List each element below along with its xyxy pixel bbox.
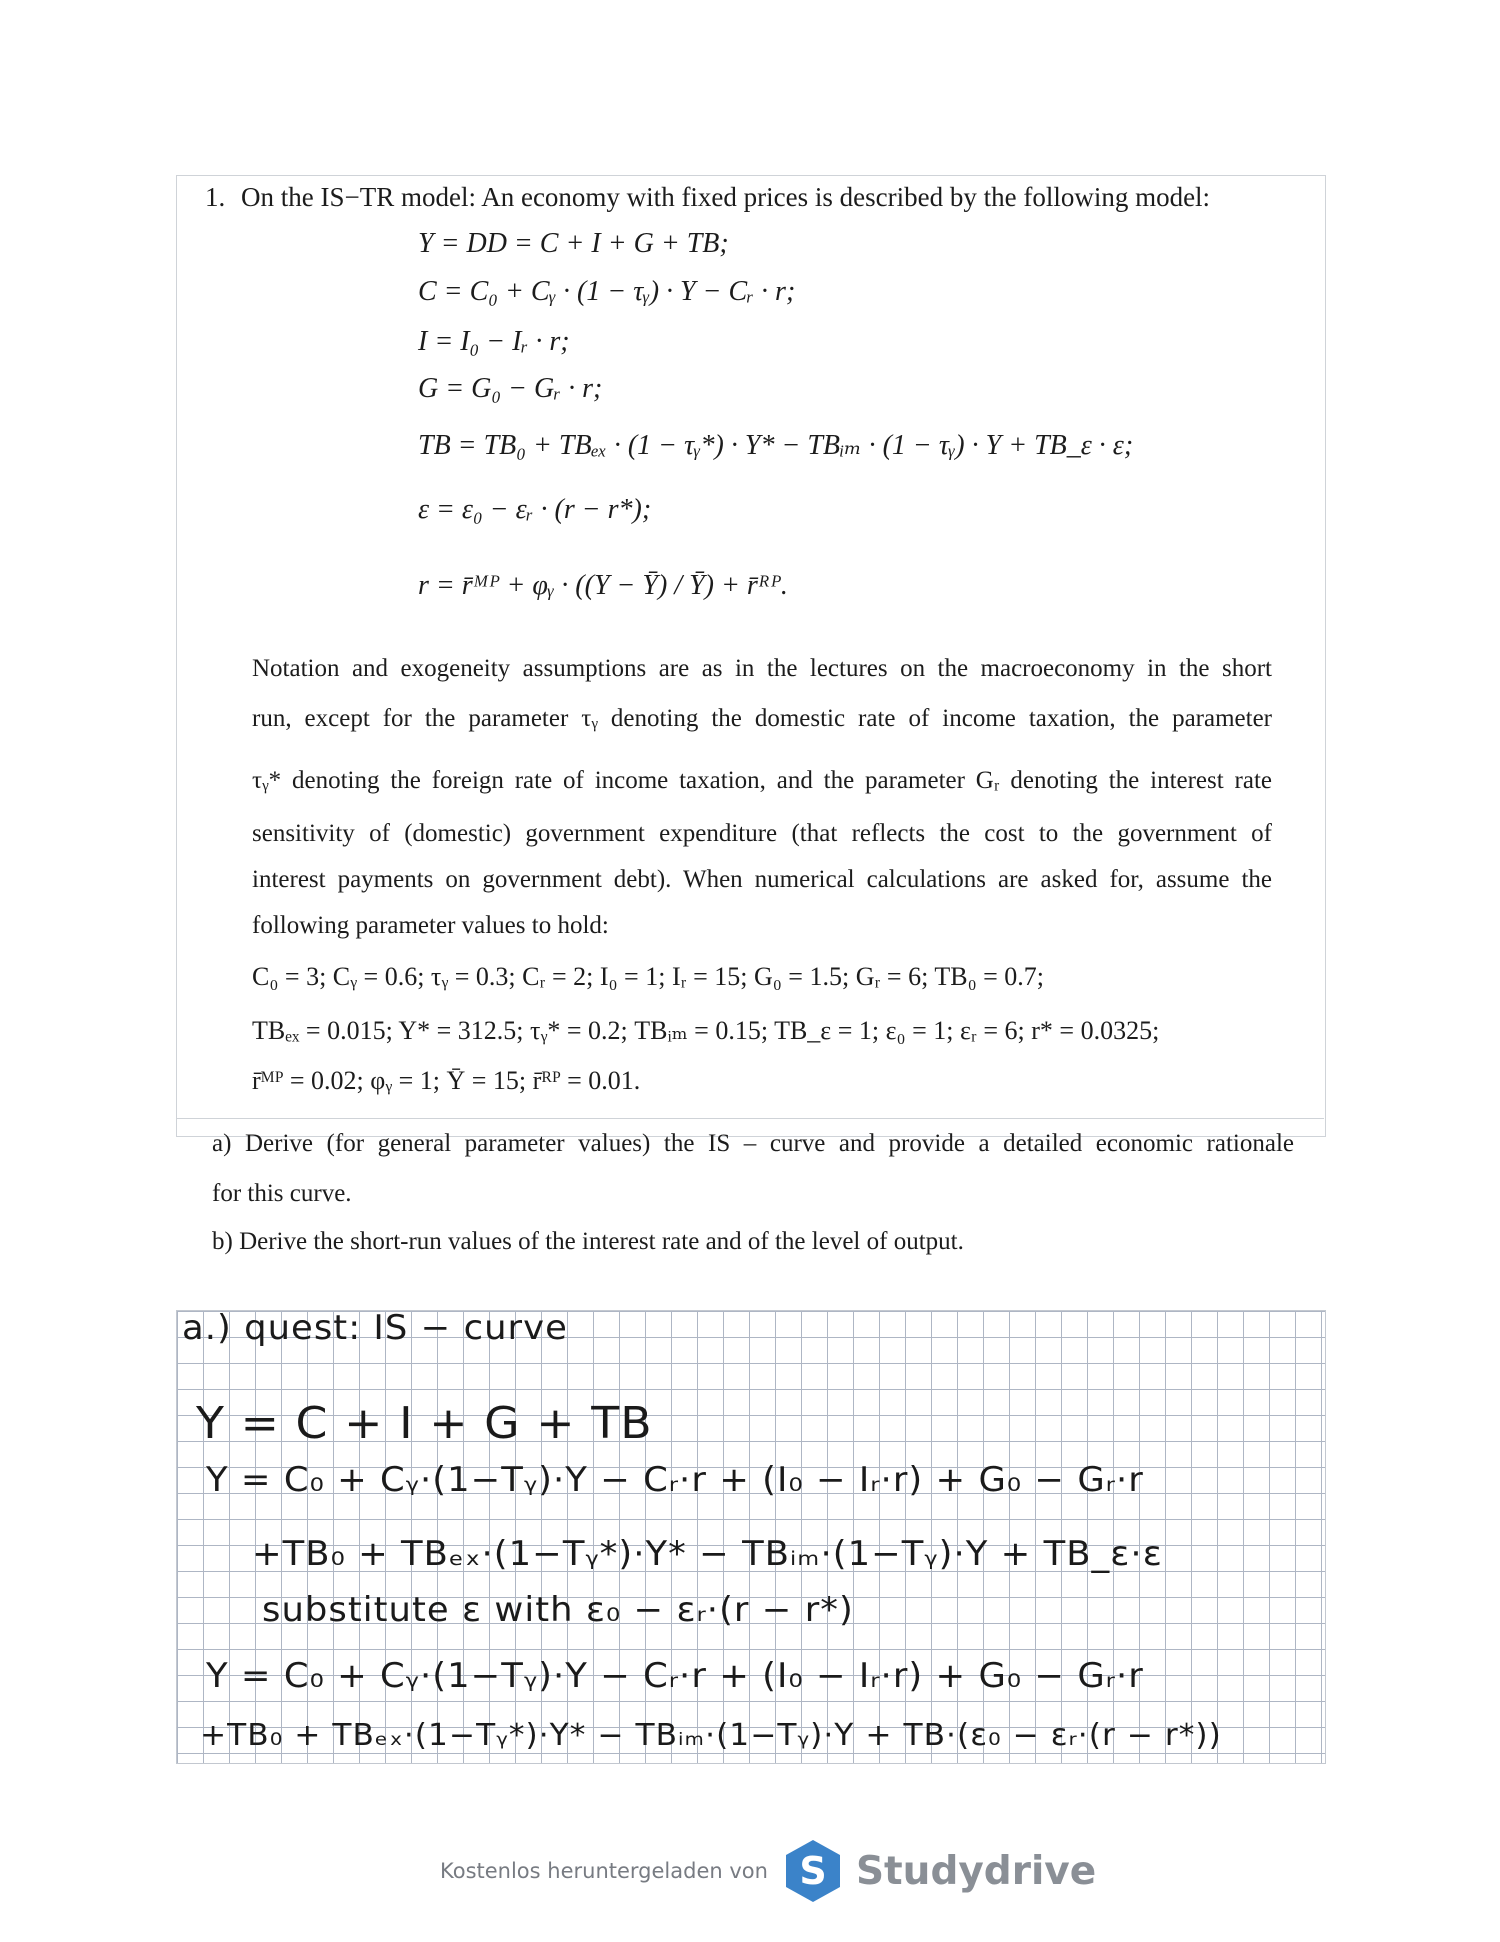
equation-investment: I = I₀ − Iᵣ · r; — [418, 326, 570, 357]
task-a: a) Derive (for general parameter values) the IS – curve and provide a detailed economic rationale — [212, 1130, 1294, 1157]
handwritten-line: +TB₀ + TBₑₓ·(1−Tᵧ*)·Y* − TBᵢₘ·(1−Tᵧ)·Y + TB_ε·ε — [252, 1534, 1163, 1574]
equation-trade-balance: TB = TB₀ + TBₑₓ · (1 − τᵧ*) · Y* − TBᵢₘ · (1 − τᵧ) · Y + TB_ε · ε; — [418, 430, 1134, 461]
notation-line: following parameter values to hold: — [252, 912, 609, 939]
handwritten-line: +TB₀ + TBₑₓ·(1−Tᵧ*)·Y* − TBᵢₘ·(1−Tᵧ)·Y + TB·(ε₀ − εᵣ·(r − r*)) — [200, 1718, 1222, 1753]
equation-monetary-rule: r = r̄ᴹᴾ + φᵧ · ((Y − Ȳ) / Ȳ) + r̄ᴿᴾ. — [418, 570, 788, 601]
notation-line: interest payments on government debt). When numerical calculations are asked for, assume the — [252, 866, 1272, 893]
footer-brand: Studydrive — [855, 1848, 1097, 1894]
notation-line: τᵧ* denoting the foreign rate of income taxation, and the parameter Gᵣ denoting the interest rate — [252, 767, 1272, 794]
equation-demand: Y = DD = C + I + G + TB; — [418, 228, 729, 259]
parameter-line: TBₑₓ = 0.015; Y* = 312.5; τᵧ* = 0.2; TBᵢₘ = 0.15; TB_ε = 1; ε₀ = 1; εᵣ = 6; r* = 0.0325; — [252, 1016, 1160, 1045]
equation-exchange-rate: ε = ε₀ − εᵣ · (r − r*); — [418, 494, 652, 525]
handwritten-line: Y = C + I + G + TB — [196, 1398, 653, 1449]
equation-government: G = G₀ − Gᵣ · r; — [418, 373, 603, 404]
notation-line: Notation and exogeneity assumptions are as in the lectures on the macroeconomy in the short — [252, 655, 1272, 682]
question-title — [205, 182, 1210, 213]
section-divider — [176, 1118, 1324, 1119]
question-text: On the IS−TR model: An economy with fixed prices is described by the following model: — [241, 182, 1211, 212]
footer-text: Kostenlos heruntergeladen von — [440, 1859, 768, 1883]
footer-attribution — [440, 1838, 1096, 1904]
parameter-line: C₀ = 3; Cᵧ = 0.6; τᵧ = 0.3; Cᵣ = 2; I₀ = 1; Iᵣ = 15; G₀ = 1.5; Gᵣ = 6; TB₀ = 0.7; — [252, 962, 1045, 991]
task-b: b) Derive the short-run values of the interest rate and of the level of output. — [212, 1228, 964, 1255]
handwritten-line: Y = C₀ + Cᵧ·(1−Tᵧ)·Y − Cᵣ·r + (I₀ − Iᵣ·r) + G₀ − Gᵣ·r — [206, 1656, 1144, 1696]
handwritten-line: a.) quest: IS − curve — [182, 1308, 568, 1348]
task-a-continued: for this curve. — [212, 1180, 352, 1207]
handwritten-line: Y = C₀ + Cᵧ·(1−Tᵧ)·Y − Cᵣ·r + (I₀ − Iᵣ·r) + G₀ − Gᵣ·r — [206, 1460, 1144, 1500]
svg-text:S: S — [799, 1849, 827, 1893]
notation-line: run, except for the parameter τᵧ denoting the domestic rate of income taxation, the parameter — [252, 705, 1272, 732]
handwritten-line: substitute ε with ε₀ − εᵣ·(r − r*) — [262, 1590, 854, 1630]
notation-line: sensitivity of (domestic) government expenditure (that reflects the cost to the government of — [252, 820, 1272, 847]
studydrive-logo-icon — [780, 1838, 846, 1904]
question-number: 1. — [205, 182, 226, 212]
parameter-line: r̄ᴹᴾ = 0.02; φᵧ = 1; Ȳ = 15; r̄ᴿᴾ = 0.01. — [252, 1066, 641, 1095]
equation-consumption: C = C₀ + Cᵧ · (1 − τᵧ) · Y − Cᵣ · r; — [418, 276, 796, 307]
